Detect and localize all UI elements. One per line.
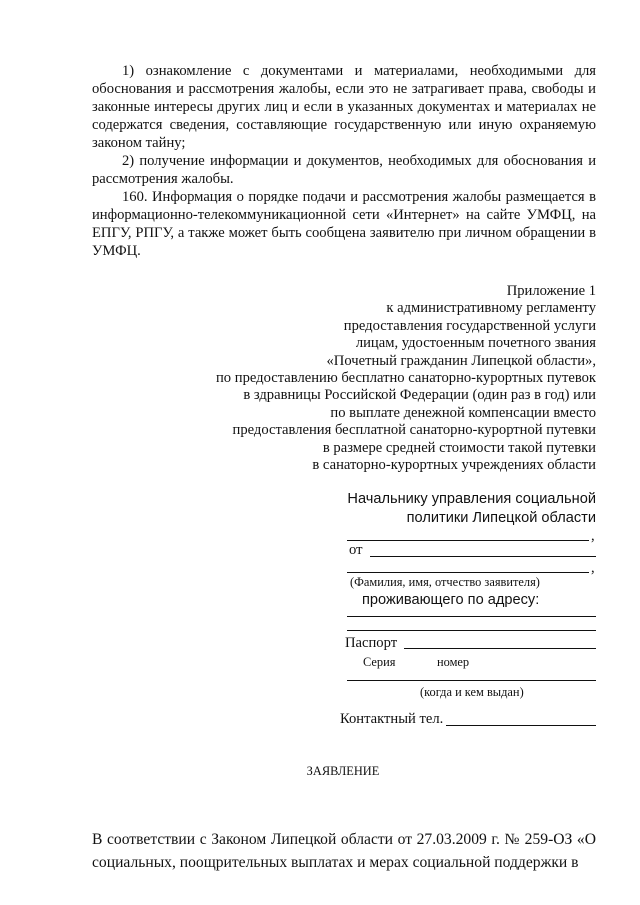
statement-title: ЗАЯВЛЕНИЕ [306, 764, 380, 778]
comma: , [591, 528, 595, 544]
paragraph-familiarization: 1) ознакомление с документами и материалами, необходимыми для обоснования и рассмотрения жалобы, если это не затрагивает права, свободы и законные интересы других лиц и если в указанных документах и материалах не содержатся сведения, составляющие государственную или иную охраняемую законом тайну; [92, 63, 596, 151]
fio-caption: (Фамилия, имя, отчество заявителя) [350, 575, 540, 589]
appendix-line: в санаторно-курортных учреждениях области [312, 457, 596, 474]
issued-caption: (когда и кем выдан) [420, 685, 524, 699]
addressee-line: политики Липецкой области [406, 510, 596, 526]
addressee-line: Начальнику управления социальной [347, 491, 596, 507]
address-field-2[interactable] [347, 630, 596, 631]
addressee-name-field[interactable] [347, 540, 589, 541]
comma: , [591, 560, 595, 576]
appendix-line: в размере средней стоимости такой путевки [322, 439, 596, 456]
appendix-line: предоставления государственной услуги [343, 317, 596, 334]
appendix-line: «Почетный гражданин Липецкой области», [326, 352, 596, 369]
appendix-header [150, 283, 596, 474]
number-label: номер [437, 655, 470, 669]
appendix-line: лицам, удостоенным почетного звания [355, 335, 596, 352]
appendix-line: в здравницы Российской Федерации (один раз в год) или [243, 387, 596, 404]
appendix-line: Приложение 1 [506, 283, 596, 299]
appendix-line: к административному регламенту [386, 300, 596, 317]
address-field[interactable] [347, 616, 596, 617]
statement-text: В соответствии с Законом Липецкой области от 27.03.2009 г. № 259-ОЗ «О социальных, поощрительных выплатах и мерах социальной поддержки в [92, 831, 596, 871]
applicant-name-field[interactable] [370, 556, 596, 557]
phone-label: Контактный тел. [340, 711, 444, 727]
series-label: Серия [363, 655, 396, 669]
appendix-line: предоставления бесплатной санаторно-курортной путевки [232, 422, 596, 439]
phone-field[interactable] [446, 725, 596, 726]
paragraph-information: 2) получение информации и документов, необходимых для обоснования и рассмотрения жалобы. [92, 153, 596, 187]
appendix-line: по предоставлению бесплатно санаторно-курортных путевок [216, 370, 596, 387]
passport-label: Паспорт [345, 635, 398, 651]
from-label: от [349, 542, 363, 558]
appendix-line: по выплате денежной компенсации вместо [330, 404, 596, 421]
passport-field[interactable] [404, 648, 596, 649]
paragraph-160: 160. Информация о порядке подачи и рассмотрения жалобы размещается в информационно-телекоммуникационной сети «Интернет» на сайте УМФЦ, на ЕПГУ, РПГУ, а также может быть сообщена заявителю при личном обращении в УМФЦ. [92, 189, 596, 259]
address-label: проживающего по адресу: [362, 592, 540, 608]
issued-field[interactable] [347, 680, 596, 681]
